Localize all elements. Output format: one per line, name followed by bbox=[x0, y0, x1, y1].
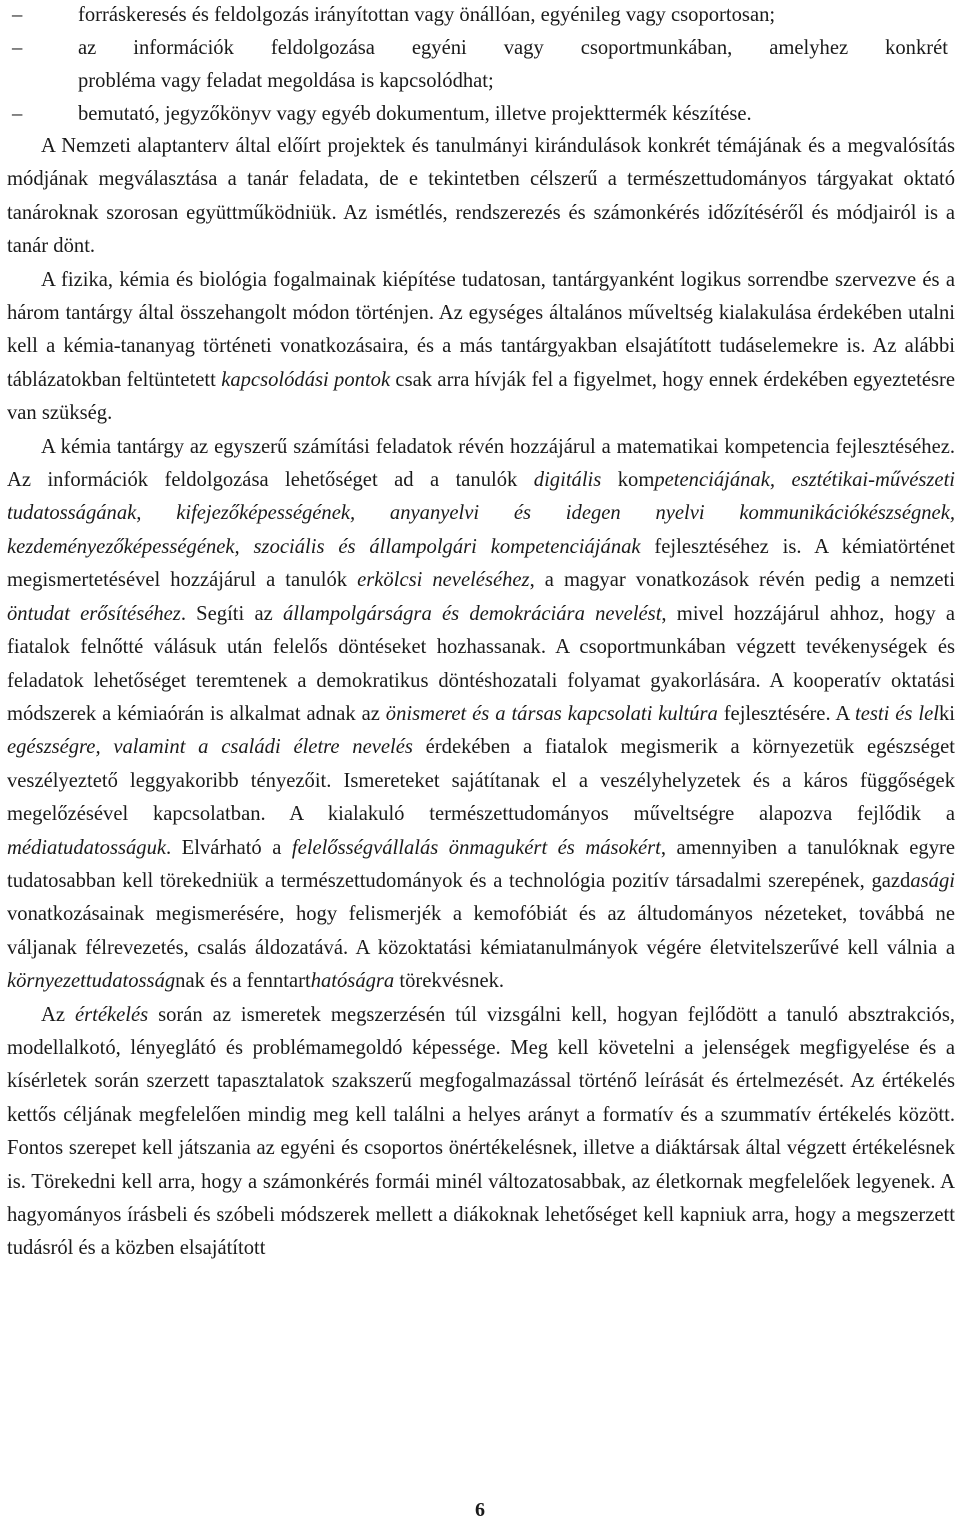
list-item bbox=[8, 0, 775, 32]
text-run: fejlesztéséhez is. A kémiatörténet megismertetésével hozzájárul a tanulók bbox=[7, 535, 955, 592]
italic-text: petenciájának, esztétikai-művészeti tudatosságának, kifejezőképességének, anyanyelvi és idegen nyelvi kommunikációkészségnek, kezdeményezőképességének, szociális és állampolgári kompetenciájának bbox=[7, 469, 956, 558]
text-run: . Segíti az bbox=[180, 602, 283, 625]
text-run: , amennyiben a tanulóknak egyre tudatosabban kell törekedniük a természettudományok és a technológia pozitív társadalmi szerepének, gazd bbox=[7, 836, 955, 892]
text-run: kom bbox=[601, 469, 655, 492]
list-item-text-block bbox=[78, 32, 948, 99]
italic-text: felelősségvállalás önmagukért és másokért bbox=[291, 836, 661, 859]
italic-text: asági bbox=[910, 869, 955, 892]
text-run: A Nemzeti alaptanterv által előírt projektek és tanulmányi kirándulások konkrét témájának és a megvalósítás módjának megválasztása a tanár feladata, de e tekintetben célszerű a természettudományos tárgyakat oktató tanároknak szorosan együttműködniük. Az ismétlés, rendszerezés és számonkérés időzítéséről és módjairól is a tanár dönt. bbox=[7, 135, 955, 258]
text-run: során az ismeretek megszerzésén túl vizsgálni kell, hogyan fejlődött a tanuló absztrakciós, modellalkotó, lényeglátó és problémamegoldó képessége. Meg kell követelni a jelenségek megfigyelése és a kísérletek során szerzett tapasztalatok szakszerű megfogalmazással történő leírását és értelmezését. Az értékelés kettős céljának megfelelően mindig meg kell találni a helyes arányt a formatív és a szummatív értékelés között. Fontos szerepet kell játszania az egyéni és csoportos önértékelésnek, illetve a diáktársak által végzett értékelésnek is. Törekedni kell arra, hogy a számonkérés formái minél változatosabbak, az életkornak megfelelőek legyenek. A hagyományos írásbeli és szóbeli módszerek mellett a diákoknak lehetőséget kell kapniuk arra, hogy a megszerzett tudásról és a közben elsajátított bbox=[7, 1003, 955, 1260]
italic-text: öntudat erősítéséhez bbox=[7, 602, 181, 625]
dash-marker: – bbox=[12, 103, 23, 125]
text-run: A fizika, kémia és biológia fogalmainak kiépítése tudatosan, tantárgyanként logikus sorrendbe szervezve és a három tantárgy által összehangolt módon történjen. Az egységes általános műveltség kialakulása érdekében utalni kell a kémia-tananyag történeti vonatkozásaira, és a más tantárgyakban elsajátított tudáselemekre is. Az alábbi táblázatokban feltüntetett bbox=[7, 268, 955, 391]
italic-text: digitális bbox=[533, 469, 602, 492]
italic-text: testi és lel bbox=[855, 702, 939, 725]
dash-marker: – bbox=[12, 37, 23, 59]
italic-text: egészségre, valamint a családi életre nevelés bbox=[7, 736, 413, 759]
text-run: érdekében a fiatalok megismerik a környezetük egészséget veszélyeztető leggyakoribb tényezőit. Ismereteket sajátítanak el a veszélyhelyzetek és a káros függőségek megelőzésével kapcsolatban. A kialakuló természettudományos műveltségre alapozva fejlődik a bbox=[7, 736, 955, 826]
paragraph bbox=[7, 999, 955, 1266]
italic-text: értékelés bbox=[74, 1003, 149, 1026]
dash-marker: – bbox=[12, 4, 23, 26]
italic-text: állampolgárságra és demokráciára nevelést bbox=[282, 602, 662, 625]
italic-text: önismeret és a társas kapcsolati kultúra bbox=[385, 702, 718, 725]
text-run: nak és a fenntart bbox=[175, 970, 311, 993]
list-item-text: az információk feldolgozása egyéni vagy csoportmunkában, amelyhez konkrét bbox=[78, 37, 948, 59]
paragraph bbox=[7, 130, 955, 264]
italic-text: kapcsolódási pontok bbox=[221, 368, 391, 391]
text-run: ki bbox=[938, 702, 955, 725]
italic-text: környezettudatosság bbox=[7, 970, 176, 993]
list-item bbox=[8, 32, 948, 99]
text-run: fejlesztésére. A bbox=[717, 702, 856, 725]
text-run: csak arra hívják fel a figyelmet, hogy ennek érdekében egyeztetésre van szükség. bbox=[7, 368, 955, 425]
text-run: Az bbox=[41, 1003, 75, 1026]
text-run: . Elvárható a bbox=[166, 836, 292, 859]
page-number: 6 bbox=[475, 1499, 485, 1521]
text-run: A kémia tantárgy az egyszerű számítási feladatok révén hozzájárul a matematikai kompetencia fejlesztéséhez. Az információk feldolgozása lehetőséget ad a tanulók bbox=[7, 435, 955, 492]
body-text bbox=[7, 130, 955, 1266]
text-run: vonatkozásainak megismerésére, hogy felismerjék a kemofóbiát és az áltudományos nézeteket, továbbá ne váljanak félrevezetés, csalás áldozatává. A közoktatási kémiatanulmányok végére életvitelszerűvé kell válnia a bbox=[7, 903, 955, 959]
italic-text: médiatudatosságuk bbox=[7, 836, 167, 859]
text-run: , a magyar vonatkozások révén pedig a nemzeti bbox=[529, 569, 955, 592]
list-item-text: forráskeresés és feldolgozás irányítottan vagy önállóan, egyénileg vagy csoportosan; bbox=[78, 4, 776, 26]
list-item-text: bemutató, jegyzőkönyv vagy egyéb dokumentum, illetve projekttermék készítése. bbox=[78, 103, 752, 125]
italic-text: erkölcsi neveléséhez bbox=[357, 569, 530, 592]
list-item bbox=[8, 98, 752, 131]
paragraph bbox=[7, 431, 955, 999]
list-item-text: probléma vagy feladat megoldása is kapcsolódhat; bbox=[78, 70, 494, 93]
paragraph bbox=[7, 264, 955, 431]
text-run: , mivel hozzájárul ahhoz, hogy a fiatalok felnőtté válásuk után felelős döntéseket hozhassanak. A csoportmunkában végzett tevékenységek és feladatok lehetőséget teremtenek a demokratikus döntéshozatali folyamat gyakorlására. A kooperatív oktatási módszerek a kémiaórán is alkalmat adnak az bbox=[7, 602, 955, 725]
italic-text: hatóságra bbox=[310, 970, 395, 993]
text-run: törekvésnek. bbox=[394, 970, 505, 993]
